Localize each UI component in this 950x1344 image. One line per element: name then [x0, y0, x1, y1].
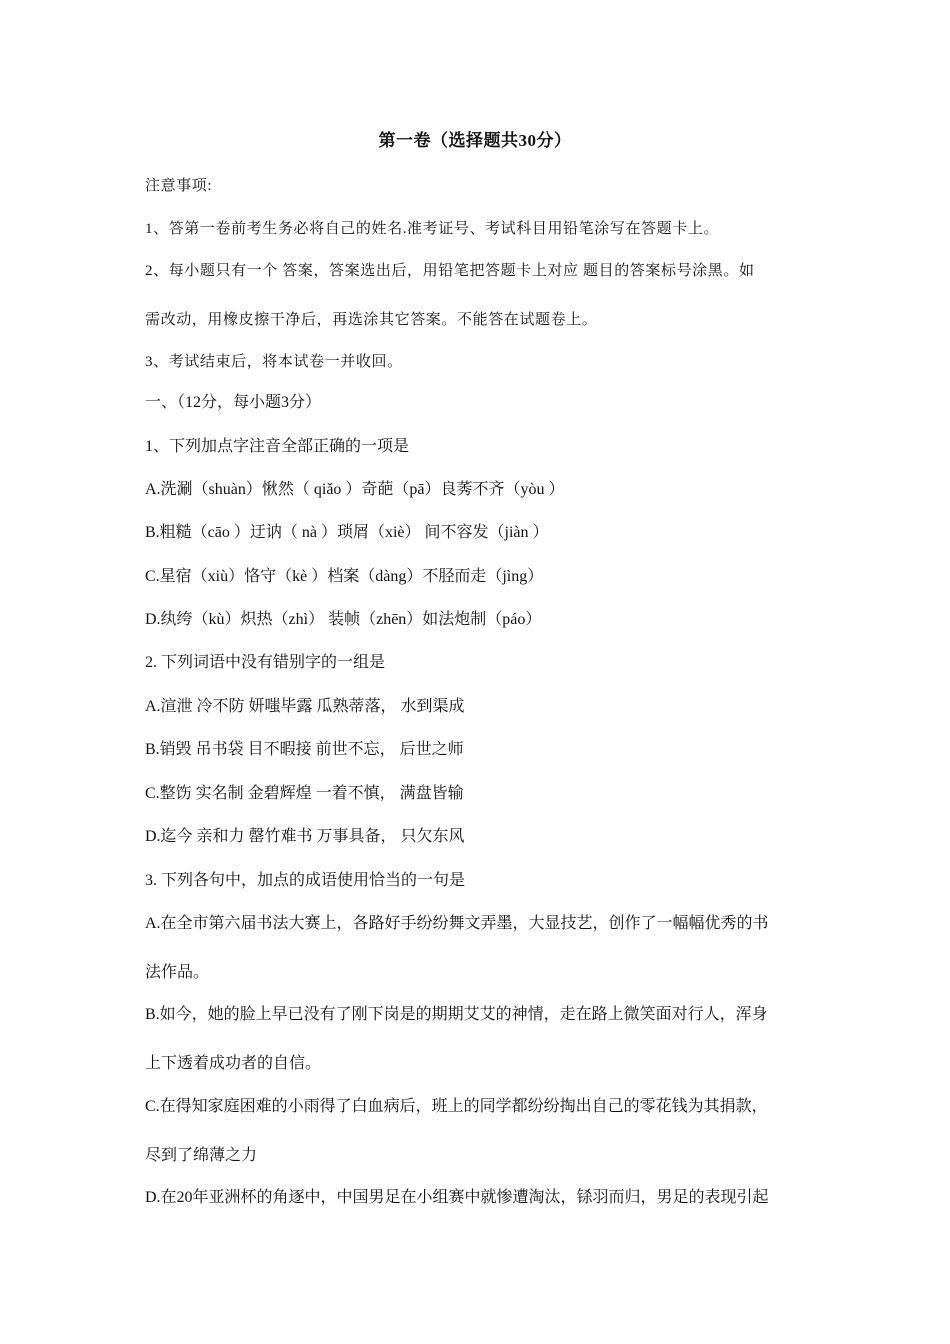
question-1-option-d: D.纨绔（kù）炽热（zhì） 装帧（zhēn）如法炮制（páo） — [145, 611, 542, 628]
section-heading: 一、（12分，每小题3分） — [145, 394, 322, 411]
question-3-option-c-line-2: 尽到了绵薄之力 — [145, 1147, 258, 1164]
question-2-option-b: B.销毁 吊书袋 目不暇接 前世不忘， 后世之师 — [145, 741, 464, 758]
question-3-option-b-line-2: 上下透着成功者的自信。 — [145, 1055, 322, 1072]
question-1-option-a: A.洗涮（shuàn）愀然（ qiǎo ）奇葩（pā）良莠不齐（yòu ） — [145, 481, 565, 498]
notice-item-3: 3、考试结束后，将本试卷一并收回。 — [145, 354, 403, 370]
question-1-option-c: C.星宿（xiù）恪守（kè ）档案（dàng）不胫而走（jìng） — [145, 568, 544, 585]
notice-item-2-line-1: 2、每小题只有一个 答案，答案选出后，用铅笔把答题卡上对应 题目的答案标号涂黑。如 — [145, 263, 755, 279]
question-1-stem: 1、下列加点字注音全部正确的一项是 — [145, 438, 410, 455]
question-3-stem: 3. 下列各句中，加点的成语使用恰当的一句是 — [145, 872, 466, 889]
question-1-option-b: B.粗糙（cāo ）迂讷（ nà ）琐屑（xiè） 间不容发（jiàn ） — [145, 524, 549, 541]
question-2-option-a: A.渲泄 冷不防 妍嗤毕露 瓜熟蒂落， 水到渠成 — [145, 698, 465, 715]
question-3-option-a-line-2: 法作品。 — [145, 964, 210, 981]
question-3-option-a-line-1: A.在全市第六届书法大赛上，各路好手纷纷舞文弄墨，大显技艺，创作了一幅幅优秀的书 — [145, 915, 769, 932]
question-3-option-c-line-1: C.在得知家庭困难的小雨得了白血病后，班上的同学都纷纷掏出自己的零花钱为其捐款， — [145, 1098, 768, 1115]
question-3-option-d-line-1: D.在20年亚洲杯的角逐中，中国男足在小组赛中就惨遭淘汰，铩羽而归，男足的表现引起 — [145, 1189, 769, 1206]
question-3-option-b-line-1: B.如今，她的脸上早已没有了刚下岗是的期期艾艾的神情，走在路上微笑面对行人，浑身 — [145, 1006, 768, 1023]
question-2-option-c: C.整饬 实名制 金碧辉煌 一着不慎， 满盘皆输 — [145, 785, 464, 802]
question-2-stem: 2. 下列词语中没有错别字的一组是 — [145, 654, 386, 671]
notice-item-2-line-2: 需改动，用橡皮擦干净后，再选涂其它答案。不能答在试题卷上。 — [145, 312, 598, 328]
notice-heading: 注意事项: — [145, 178, 213, 194]
question-2-option-d: D.迄今 亲和力 罄竹难书 万事具备， 只欠东风 — [145, 828, 465, 845]
page-title: 第一卷（选择题共30分） — [378, 131, 572, 150]
notice-item-1: 1、答第一卷前考生务必将自己的姓名.准考证号、考试科目用铅笔涂写在答题卡上。 — [145, 221, 720, 237]
